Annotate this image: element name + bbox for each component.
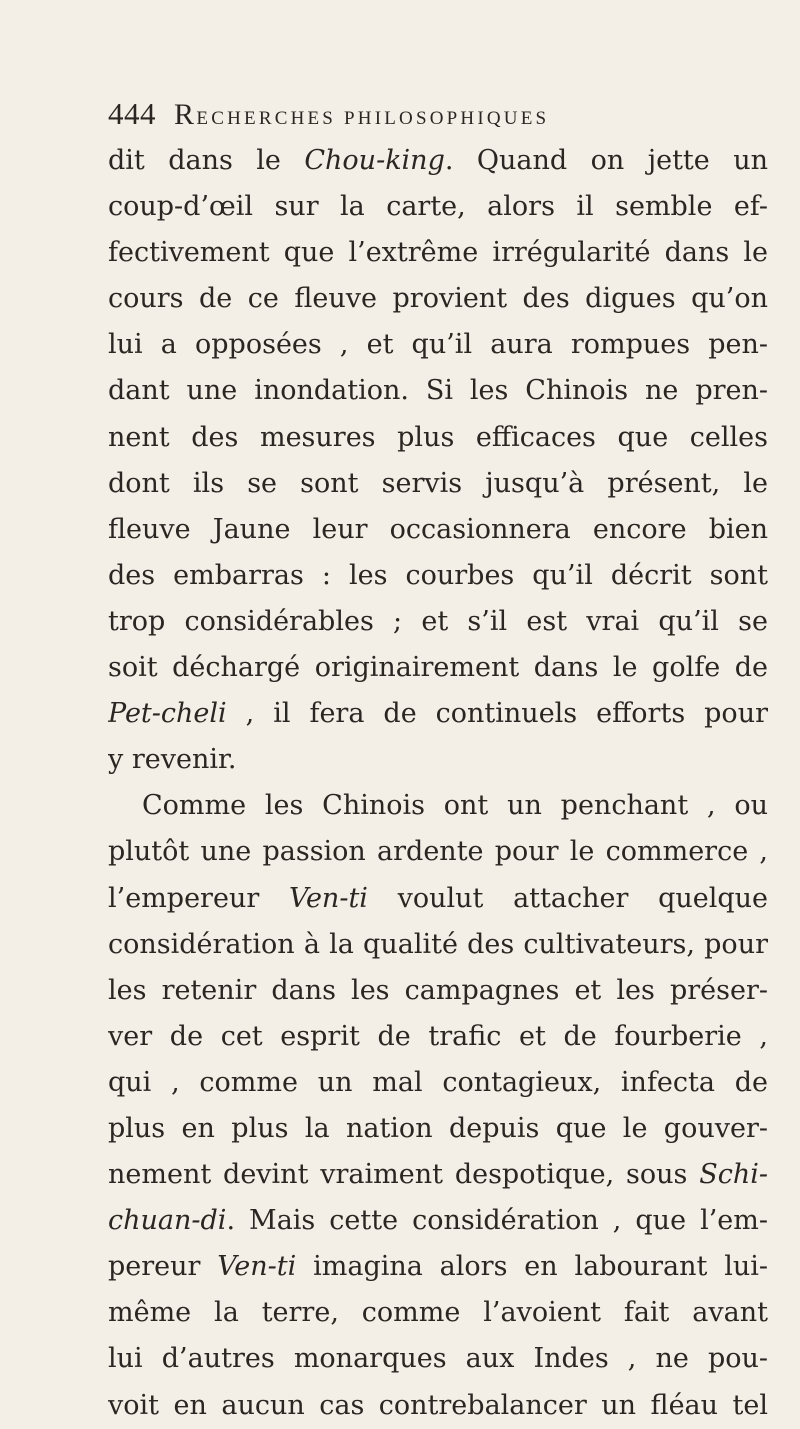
- line-text: ver de cet esprit de trafic et de fourberie ,: [108, 1020, 768, 1052]
- line-text: imagina alors en labourant lui-: [296, 1251, 768, 1283]
- text-line: [108, 461, 768, 507]
- line-text: voulut attacher quelque: [367, 882, 768, 914]
- line-text: cours de ce fleuve provient des digues qu’on: [108, 283, 768, 315]
- line-text: l’empereur: [108, 882, 289, 914]
- page-number: 444: [108, 96, 156, 131]
- line-text: y revenir.: [108, 744, 237, 776]
- line-text: nement devint vraiment despotique, sous: [108, 1159, 700, 1191]
- line-text: les retenir dans les campagnes et les préser-: [108, 974, 768, 1006]
- line-text: fectivement que l’extrême irrégularité dans le: [108, 237, 768, 269]
- text-line: [108, 1106, 768, 1152]
- text-line: [108, 599, 768, 645]
- line-text: voit en aucun cas contrebalancer un fléau tel: [108, 1389, 768, 1421]
- text-line: [108, 968, 768, 1014]
- italic-term: Ven-ti: [217, 1251, 297, 1283]
- running-title-initial: R: [174, 98, 197, 131]
- text-line: [108, 1198, 768, 1244]
- running-title-rest: ECHERCHES PHILOSOPHIQUES: [196, 108, 550, 129]
- line-text: lui d’autres monarques aux Indes , ne pou-: [108, 1343, 768, 1375]
- line-text: coup-d’œil sur la carte, alors il semble ef-: [108, 191, 768, 223]
- line-text: pereur: [108, 1251, 218, 1283]
- text-line: [108, 138, 768, 184]
- text-line: [108, 1152, 768, 1198]
- running-title: [174, 98, 549, 132]
- text-line: [108, 322, 768, 368]
- text-line: [108, 1060, 768, 1106]
- text-line: [108, 876, 768, 922]
- line-text: soit déchargé originairement dans le golfe de: [108, 652, 768, 684]
- text-line: [108, 230, 768, 276]
- line-text: Comme les Chinois ont un penchant , ou: [142, 790, 768, 822]
- text-line: [108, 691, 768, 737]
- line-text: , il fera de continuels efforts pour: [226, 698, 768, 730]
- text-line: [108, 1014, 768, 1060]
- text-line: [108, 415, 768, 461]
- line-text: . Mais cette considération , que l’em-: [226, 1205, 768, 1237]
- line-text: lui a opposées , et qu’il aura rompues pen-: [108, 329, 768, 361]
- text-line: [108, 553, 768, 599]
- line-text: dont ils se sont servis jusqu’à présent, le: [108, 467, 768, 499]
- line-text: des embarras : les courbes qu’il décrit sont: [108, 559, 768, 591]
- text-line: [108, 645, 768, 691]
- text-line: [108, 276, 768, 322]
- line-text: qui , comme un mal contagieux, infecta de: [108, 1066, 768, 1098]
- italic-term: Ven-ti: [288, 882, 368, 914]
- text-line: [108, 922, 768, 968]
- line-text: plus en plus la nation depuis que le gouver-: [108, 1112, 768, 1144]
- text-line: [108, 368, 768, 414]
- line-text: fleuve Jaune leur occasionnera encore bien: [108, 513, 768, 545]
- line-text: trop considérables ; et s’il est vrai qu’il se: [108, 605, 768, 637]
- text-line: [108, 1290, 768, 1336]
- line-text: . Quand on jette un: [444, 145, 768, 176]
- italic-term: chuan-di: [108, 1205, 227, 1237]
- line-text: plutôt une passion ardente pour le commerce ,: [108, 836, 768, 868]
- line-text: nent des mesures plus efficaces que celles: [108, 421, 768, 453]
- body-text: [108, 138, 768, 1429]
- line-text: dant une inondation. Si les Chinois ne pren-: [108, 375, 768, 407]
- italic-term: Pet-cheli: [108, 698, 227, 730]
- italic-term: Schi-: [699, 1159, 768, 1191]
- text-line: [108, 783, 768, 829]
- text-line: [108, 1244, 768, 1290]
- line-text: dit dans le: [108, 145, 305, 176]
- text-line: [108, 507, 768, 553]
- italic-term: Chou-king: [304, 145, 445, 176]
- text-line: [108, 829, 768, 875]
- text-line: [108, 1383, 768, 1429]
- line-text: considération à la qualité des cultivateurs, pour: [108, 928, 768, 960]
- text-line: [108, 737, 768, 783]
- line-text: même la terre, comme l’avoient fait avant: [108, 1297, 768, 1329]
- text-line: [108, 1336, 768, 1382]
- text-line: [108, 184, 768, 230]
- running-head: [108, 96, 768, 136]
